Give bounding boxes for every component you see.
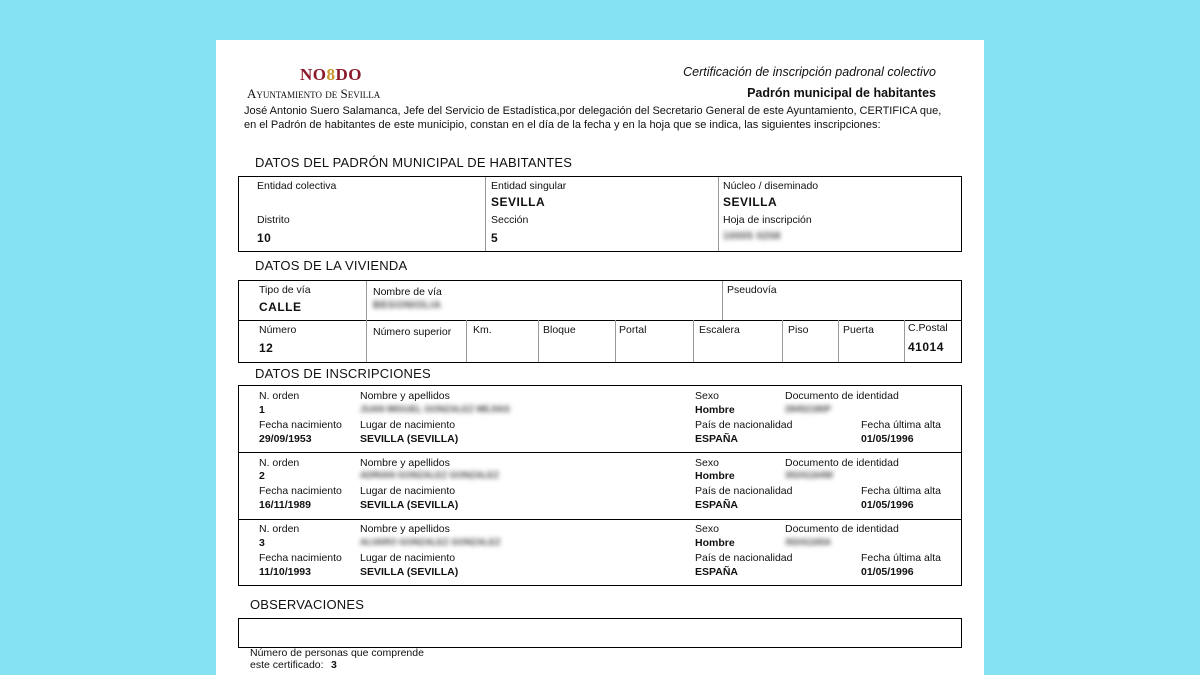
cpostal-label: C.Postal xyxy=(908,322,948,334)
orden-value: 2 xyxy=(259,470,265,482)
nombre-label: Nombre y apellidos xyxy=(360,390,450,402)
pais-value: ESPAÑA xyxy=(695,566,738,578)
tipo-via-label: Tipo de vía xyxy=(259,284,311,296)
entidad-colectiva-label: Entidad colectiva xyxy=(257,180,337,192)
nombre-value: ADRIAN GONZALEZ GONZALEZ xyxy=(360,470,499,480)
piso-label: Piso xyxy=(788,324,809,336)
fecha-alta-label: Fecha última alta xyxy=(861,485,941,497)
distrito-label: Distrito xyxy=(257,214,290,226)
sexo-value: Hombre xyxy=(695,537,735,549)
vivienda-box xyxy=(238,280,962,363)
nombre-via-value: BEGONIOLIA xyxy=(373,300,442,311)
section-title-padron: DATOS DEL PADRÓN MUNICIPAL DE HABITANTES xyxy=(255,155,573,170)
seccion-label: Sección xyxy=(491,214,529,226)
numero-superior-label: Número superior xyxy=(373,326,452,338)
section-title-vivienda: DATOS DE LA VIVIENDA xyxy=(255,258,408,273)
orden-label: N. orden xyxy=(259,523,300,535)
km-label: Km. xyxy=(473,324,492,336)
lugar-nacimiento-label: Lugar de nacimiento xyxy=(360,552,456,564)
numero-value: 12 xyxy=(259,341,274,355)
pais-label: País de nacionalidad xyxy=(695,485,793,497)
sexo-label: Sexo xyxy=(695,523,719,535)
observaciones-box xyxy=(238,618,962,648)
pais-value: ESPAÑA xyxy=(695,433,738,445)
entidad-singular-value: SEVILLA xyxy=(491,195,546,209)
nombre-value: ALVARO GONZALEZ GONZALEZ xyxy=(360,537,501,547)
nodo-logo: NO8DO xyxy=(300,65,362,84)
bloque-label: Bloque xyxy=(543,324,576,336)
fecha-alta-value: 01/05/1996 xyxy=(861,433,914,445)
documento-label: Documento de identidad xyxy=(785,390,899,402)
entidad-singular-label: Entidad singular xyxy=(491,180,567,192)
fecha-alta-label: Fecha última alta xyxy=(861,419,941,431)
nucleo-value: SEVILLA xyxy=(723,195,778,209)
escalera-label: Escalera xyxy=(699,324,740,336)
pais-value: ESPAÑA xyxy=(695,499,738,511)
sexo-value: Hombre xyxy=(695,404,735,416)
nombre-label: Nombre y apellidos xyxy=(360,457,450,469)
puerta-label: Puerta xyxy=(843,324,874,336)
lugar-nacimiento-label: Lugar de nacimiento xyxy=(360,485,456,497)
lugar-nacimiento-value: SEVILLA (SEVILLA) xyxy=(360,499,459,511)
nombre-label: Nombre y apellidos xyxy=(360,523,450,535)
documento-label: Documento de identidad xyxy=(785,523,899,535)
lugar-nacimiento-label: Lugar de nacimiento xyxy=(360,419,456,431)
section-title-inscripciones: DATOS DE INSCRIPCIONES xyxy=(255,366,431,381)
org-name: Ayuntamiento de Sevilla xyxy=(247,86,381,101)
numero-label: Número xyxy=(259,324,297,336)
fecha-nacimiento-value: 11/10/1993 xyxy=(259,566,311,578)
fecha-nacimiento-label: Fecha nacimiento xyxy=(259,485,342,497)
personas-label-line2: este certificado: xyxy=(250,659,324,671)
orden-value: 3 xyxy=(259,537,265,549)
orden-label: N. orden xyxy=(259,390,300,402)
fecha-alta-value: 01/05/1996 xyxy=(861,499,914,511)
seccion-value: 5 xyxy=(491,231,499,245)
lugar-nacimiento-value: SEVILLA (SEVILLA) xyxy=(360,433,459,445)
lugar-nacimiento-value: SEVILLA (SEVILLA) xyxy=(360,566,459,578)
certificate-title: Certificación de inscripción padronal colectivo xyxy=(683,65,936,79)
distrito-value: 10 xyxy=(257,231,272,245)
section-title-observaciones: OBSERVACIONES xyxy=(250,597,365,612)
hoja-value: 10005 0258 xyxy=(723,231,781,242)
nombre-via-label: Nombre de vía xyxy=(373,286,442,298)
intro-text: José Antonio Suero Salamanca, Jefe del Servicio de Estadística,por delegación del Secretario General de este Ayuntamiento, CERTIFICA que, en el Padrón de habitantes de este municipio, constan en el día de la fecha y en la hoja que se indica, las siguientes inscripciones: xyxy=(244,105,942,131)
fecha-alta-label: Fecha última alta xyxy=(861,552,941,564)
fecha-alta-value: 01/05/1996 xyxy=(861,566,914,578)
inscripciones-box xyxy=(238,385,962,586)
pais-label: País de nacionalidad xyxy=(695,419,793,431)
documento-value: 30241164W xyxy=(785,470,834,480)
fecha-nacimiento-value: 16/11/1989 xyxy=(259,499,311,511)
sexo-label: Sexo xyxy=(695,390,719,402)
sexo-label: Sexo xyxy=(695,457,719,469)
orden-value: 1 xyxy=(259,404,265,416)
fecha-nacimiento-value: 29/09/1953 xyxy=(259,433,312,445)
personas-value: 3 xyxy=(331,659,337,671)
pseudovia-label: Pseudovía xyxy=(727,284,777,296)
nucleo-label: Núcleo / diseminado xyxy=(723,180,819,192)
sexo-value: Hombre xyxy=(695,470,735,482)
hoja-label: Hoja de inscripción xyxy=(723,214,812,226)
document-subtitle: Padrón municipal de habitantes xyxy=(747,86,936,100)
tipo-via-value: CALLE xyxy=(259,300,302,314)
padron-box xyxy=(238,176,962,252)
documento-value: 30241165A xyxy=(785,537,832,547)
fecha-nacimiento-label: Fecha nacimiento xyxy=(259,552,342,564)
documento-label: Documento de identidad xyxy=(785,457,899,469)
portal-label: Portal xyxy=(619,324,647,336)
nombre-value: JUAN MIGUEL GONZALEZ MEJIAS xyxy=(360,404,510,414)
certificate-page xyxy=(216,40,984,675)
orden-label: N. orden xyxy=(259,457,300,469)
pais-label: País de nacionalidad xyxy=(695,552,793,564)
cpostal-value: 41014 xyxy=(908,340,944,354)
personas-label-line1: Número de personas que comprende xyxy=(250,647,424,659)
documento-value: 28452180P xyxy=(785,404,832,414)
fecha-nacimiento-label: Fecha nacimiento xyxy=(259,419,342,431)
